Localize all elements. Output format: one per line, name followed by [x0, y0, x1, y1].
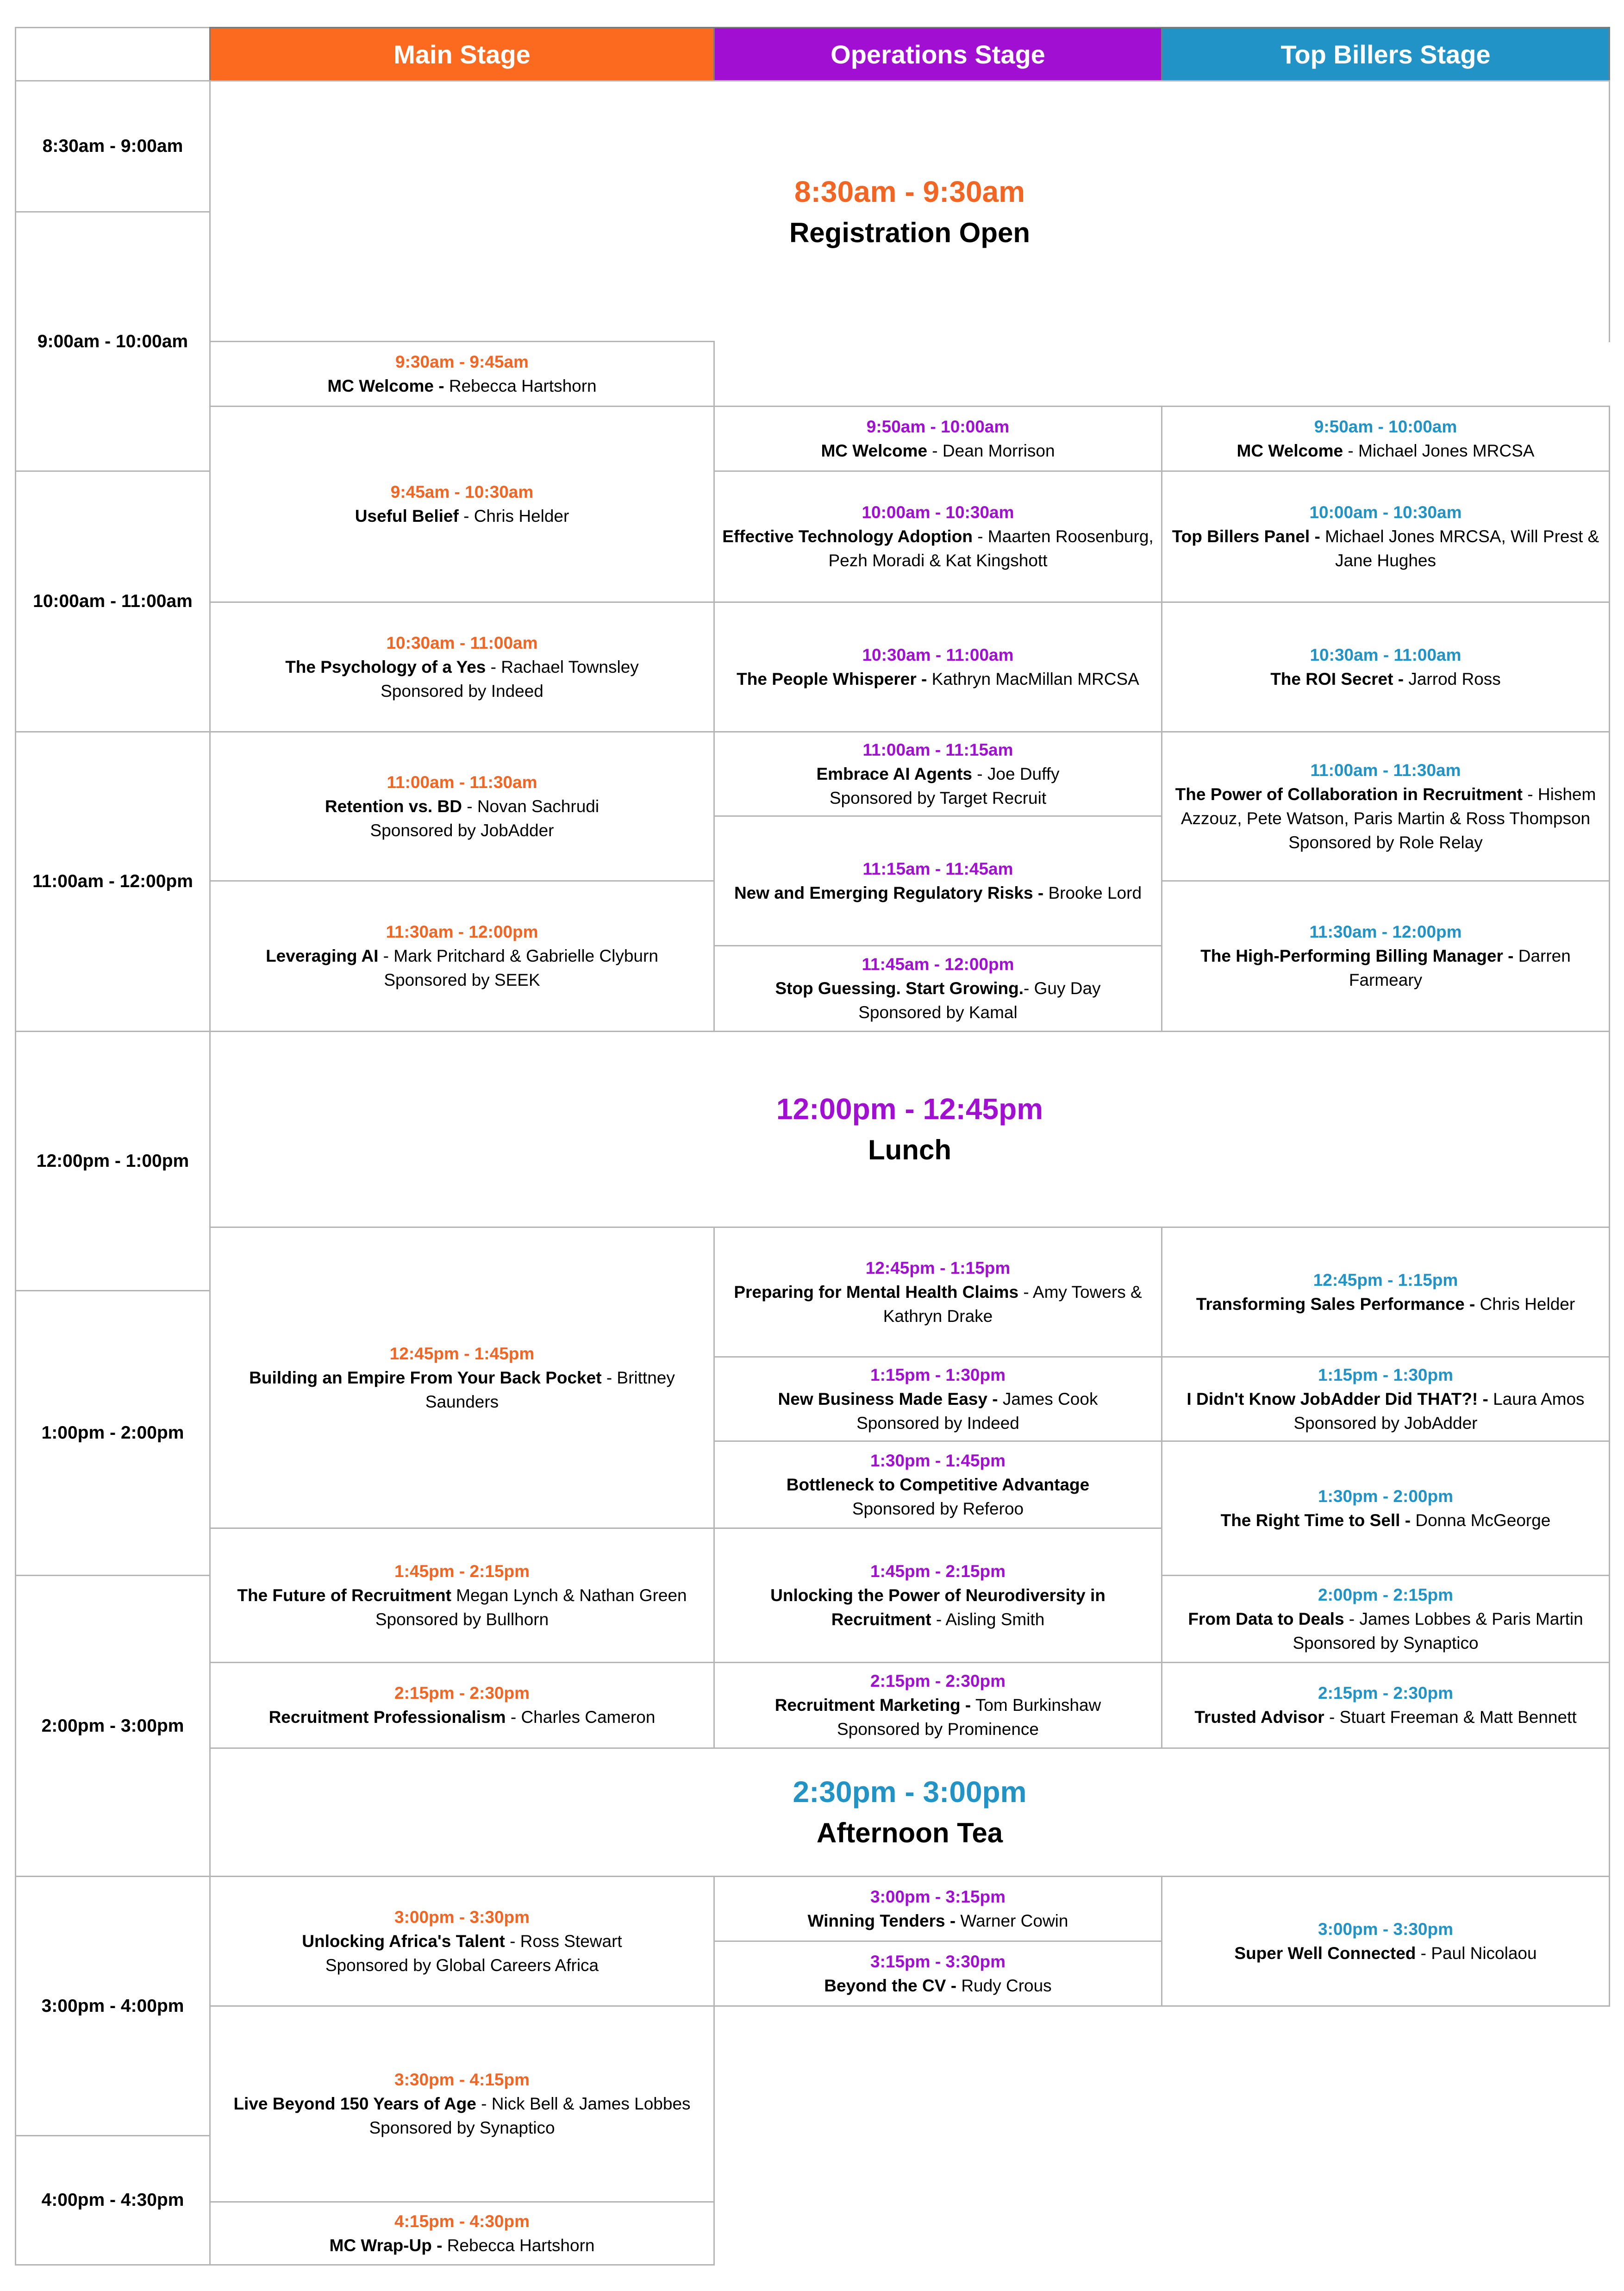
- session-time: 11:30am - 12:00pm: [386, 922, 538, 941]
- session-neurodiversity: [713, 1527, 1162, 1663]
- session-time: 11:00am - 11:30am: [1310, 760, 1461, 780]
- session-power-of-collaboration: [1161, 731, 1610, 882]
- header-operations-stage: Operations Stage: [713, 27, 1162, 81]
- session-speakers: - Mark Pritchard & Gabrielle Clyburn: [378, 946, 658, 965]
- session-title: Useful Belief: [355, 507, 459, 526]
- session-time: 3:30pm - 4:15pm: [394, 2070, 530, 2089]
- session-psychology-of-a-yes: [209, 601, 715, 732]
- session-title: Stop Guessing. Start Growing.: [775, 979, 1024, 998]
- session-title: Leveraging AI: [266, 946, 379, 965]
- session-mental-health-claims: [713, 1227, 1162, 1358]
- session-time: 8:30am - 9:30am: [794, 175, 1025, 208]
- session-time: 2:00pm - 2:15pm: [1318, 1585, 1453, 1604]
- session-jobadder-did-that: [1161, 1356, 1610, 1442]
- session-speakers: Jarrod Ross: [1404, 669, 1501, 689]
- time-slot: 10:00am - 11:00am: [15, 470, 211, 732]
- session-speakers: - Chris Helder: [458, 507, 569, 526]
- session-speakers: Michael Jones MRCSA, Will Prest & Jane Hughes: [1320, 527, 1599, 570]
- session-title: Top Billers Panel -: [1172, 527, 1320, 546]
- session-title: Winning Tenders -: [807, 1911, 956, 1930]
- session-time: 11:00am - 11:15am: [862, 740, 1013, 759]
- session-mc-welcome: [209, 341, 715, 407]
- session-registration: [209, 80, 1610, 342]
- session-lunch: [209, 1031, 1610, 1228]
- time-slot: 11:00am - 12:00pm: [15, 731, 211, 1032]
- session-time: 11:45am - 12:00pm: [862, 955, 1014, 974]
- session-time: 12:45pm - 1:45pm: [389, 1344, 535, 1363]
- session-time: 2:15pm - 2:30pm: [870, 1671, 1006, 1690]
- session-title: MC Welcome: [821, 441, 928, 460]
- session-title: Beyond the CV -: [824, 1976, 957, 1995]
- header-top-billers-stage: Top Billers Stage: [1161, 27, 1610, 81]
- session-sponsor: Sponsored by Prominence: [837, 1720, 1039, 1739]
- session-time: 10:30am - 11:00am: [862, 645, 1014, 664]
- session-sponsor: Sponsored by SEEK: [384, 970, 540, 989]
- session-speakers: Megan Lynch & Nathan Green: [451, 1585, 687, 1605]
- session-time: 10:30am - 11:00am: [386, 633, 538, 652]
- session-title: The Power of Collaboration in Recruitment: [1175, 784, 1523, 804]
- header-corner: [15, 27, 211, 81]
- session-top-billers-panel: [1161, 470, 1610, 603]
- session-title: MC Wrap-Up -: [329, 2235, 443, 2255]
- session-title: MC Welcome -: [327, 376, 444, 395]
- session-time: 10:00am - 10:30am: [1309, 503, 1462, 522]
- session-title: Recruitment Professionalism: [269, 1708, 506, 1727]
- session-time: 1:30pm - 2:00pm: [1318, 1486, 1453, 1506]
- session-title: Building an Empire From Your Back Pocket: [249, 1368, 602, 1387]
- session-recruitment-marketing: [713, 1662, 1162, 1749]
- session-speakers: Chris Helder: [1475, 1294, 1575, 1314]
- session-time: 10:00am - 10:30am: [862, 503, 1014, 522]
- session-winning-tenders: [713, 1876, 1162, 1942]
- session-time: 3:00pm - 3:15pm: [870, 1887, 1006, 1906]
- session-useful-belief: [209, 406, 715, 603]
- session-speakers: - Nick Bell & James Lobbes: [476, 2094, 691, 2113]
- session-title: Transforming Sales Performance -: [1196, 1294, 1475, 1314]
- session-speakers: Warner Cowin: [956, 1911, 1068, 1930]
- session-title: Retention vs. BD: [325, 796, 462, 816]
- session-live-beyond-150: [209, 2005, 715, 2203]
- session-title: Recruitment Marketing -: [775, 1696, 971, 1715]
- session-sponsor: Sponsored by Synaptico: [369, 2118, 555, 2137]
- session-retention-vs-bd: [209, 731, 715, 882]
- session-right-time-to-sell: [1161, 1440, 1610, 1576]
- session-time: 11:00am - 11:30am: [387, 772, 537, 792]
- session-sponsor: Sponsored by JobAdder: [1293, 1413, 1478, 1433]
- session-bottleneck-to-competitive-advantage: [713, 1440, 1162, 1529]
- session-time: 2:15pm - 2:30pm: [394, 1684, 530, 1703]
- session-sponsor: Sponsored by Referoo: [852, 1499, 1024, 1518]
- time-slot: 2:00pm - 3:00pm: [15, 1575, 211, 1877]
- session-speakers: Rudy Crous: [956, 1976, 1052, 1995]
- session-people-whisperer: [713, 601, 1162, 732]
- session-speakers: Tom Burkinshaw: [971, 1696, 1101, 1715]
- session-time: 12:00pm - 12:45pm: [776, 1092, 1043, 1126]
- session-afternoon-tea: [209, 1747, 1610, 1877]
- session-time: 1:45pm - 2:15pm: [394, 1561, 530, 1581]
- session-time: 9:50am - 10:00am: [866, 417, 1010, 436]
- session-title: The Right Time to Sell -: [1220, 1510, 1411, 1530]
- session-sponsor: Sponsored by Target Recruit: [829, 788, 1047, 807]
- time-slot: 9:00am - 10:00am: [15, 211, 211, 472]
- session-speakers: James Cook: [998, 1389, 1098, 1408]
- session-title: MC Welcome: [1237, 441, 1343, 460]
- session-mc-wrap-up: [209, 2201, 715, 2266]
- session-trusted-advisor: [1161, 1662, 1610, 1749]
- session-time: 12:45pm - 1:15pm: [1313, 1270, 1458, 1289]
- session-title: Super Well Connected: [1234, 1943, 1416, 1963]
- session-speakers: - Novan Sachrudi: [462, 796, 600, 816]
- session-building-an-empire: [209, 1227, 715, 1529]
- session-title: Live Beyond 150 Years of Age: [233, 2094, 476, 2113]
- session-time: 2:30pm - 3:00pm: [793, 1775, 1027, 1809]
- session-time: 1:15pm - 1:30pm: [1318, 1365, 1453, 1384]
- session-speakers: Rebecca Hartshorn: [444, 376, 597, 395]
- session-title: Unlocking Africa's Talent: [302, 1931, 505, 1951]
- time-slot: 12:00pm - 1:00pm: [15, 1031, 211, 1291]
- session-sponsor: Sponsored by Synaptico: [1293, 1633, 1479, 1653]
- session-time: 9:50am - 10:00am: [1314, 417, 1457, 436]
- session-time: 12:45pm - 1:15pm: [865, 1258, 1011, 1277]
- session-speakers: - Aisling Smith: [931, 1609, 1045, 1629]
- session-speakers: - Joe Duffy: [972, 764, 1060, 783]
- session-billing-manager: [1161, 880, 1610, 1032]
- session-sponsor: Sponsored by Role Relay: [1288, 833, 1483, 852]
- session-time: 2:15pm - 2:30pm: [1318, 1684, 1453, 1703]
- session-time: 11:15am - 11:45am: [862, 859, 1013, 878]
- session-roi-secret: [1161, 601, 1610, 732]
- session-title: Lunch: [868, 1134, 951, 1165]
- session-transforming-sales-performance: [1161, 1227, 1610, 1358]
- session-data-to-deals: [1161, 1575, 1610, 1663]
- session-speakers: Rebecca Hartshorn: [442, 2235, 595, 2255]
- session-time: 9:30am - 9:45am: [395, 352, 529, 371]
- session-speakers: - Guy Day: [1024, 979, 1101, 998]
- session-title: The Psychology of a Yes: [285, 657, 486, 676]
- session-recruitment-professionalism: [209, 1662, 715, 1749]
- header-main-stage: Main Stage: [209, 27, 715, 81]
- session-speakers: - Paul Nicolaou: [1416, 1943, 1537, 1963]
- session-time: 3:00pm - 3:30pm: [394, 1907, 530, 1927]
- session-title: Embrace AI Agents: [816, 764, 972, 783]
- session-title: Trusted Advisor: [1194, 1708, 1324, 1727]
- session-regulatory-risks: [713, 815, 1162, 946]
- session-time: 10:30am - 11:00am: [1310, 645, 1462, 664]
- session-speakers: - Ross Stewart: [505, 1931, 622, 1951]
- time-slot: 8:30am - 9:00am: [15, 80, 211, 213]
- session-title: Effective Technology Adoption: [722, 527, 973, 546]
- session-title: I Didn't Know JobAdder Did THAT?! -: [1187, 1389, 1488, 1408]
- session-title: Preparing for Mental Health Claims: [734, 1282, 1019, 1302]
- session-title: Registration Open: [789, 217, 1031, 248]
- session-speakers: Donna McGeorge: [1411, 1510, 1551, 1530]
- session-speakers: - Amy Towers & Kathryn Drake: [883, 1282, 1142, 1326]
- session-speakers: Kathryn MacMillan MRCSA: [927, 669, 1139, 689]
- time-slot: 4:00pm - 4:30pm: [15, 2135, 211, 2266]
- session-speakers: Brooke Lord: [1043, 883, 1142, 902]
- session-time: 11:30am - 12:00pm: [1309, 922, 1462, 941]
- session-speakers: - Hishem Azzouz, Pete Watson, Paris Martin & Ross Thompson: [1181, 784, 1596, 828]
- session-effective-technology-adoption: [713, 470, 1162, 603]
- time-slot: 1:00pm - 2:00pm: [15, 1290, 211, 1576]
- session-speakers: - Rachael Townsley: [486, 657, 639, 676]
- session-mc-welcome: [1161, 406, 1610, 472]
- session-speakers: - Brittney Saunders: [425, 1368, 675, 1411]
- session-speakers: Laura Amos: [1488, 1389, 1585, 1408]
- session-speakers: - Michael Jones MRCSA: [1343, 441, 1535, 460]
- session-speakers: - Charles Cameron: [506, 1708, 656, 1727]
- session-speakers: - Stuart Freeman & Matt Bennett: [1324, 1708, 1577, 1727]
- session-super-well-connected: [1161, 1876, 1610, 2007]
- session-sponsor: Sponsored by Indeed: [856, 1413, 1019, 1433]
- session-time: 3:15pm - 3:30pm: [870, 1952, 1006, 1971]
- session-title: New Business Made Easy -: [778, 1389, 998, 1408]
- session-sponsor: Sponsored by Bullhorn: [375, 1609, 549, 1629]
- session-title: New and Emerging Regulatory Risks -: [734, 883, 1044, 902]
- session-time: 3:00pm - 3:30pm: [1318, 1919, 1453, 1939]
- session-title: The High-Performing Billing Manager -: [1200, 946, 1514, 965]
- session-time: 1:15pm - 1:30pm: [870, 1365, 1006, 1384]
- session-title: The People Whisperer -: [737, 669, 927, 689]
- session-mc-welcome: [713, 406, 1162, 472]
- session-beyond-the-cv: [713, 1940, 1162, 2007]
- session-leveraging-ai: [209, 880, 715, 1032]
- session-sponsor: Sponsored by Indeed: [381, 681, 543, 701]
- session-sponsor: Sponsored by Kamal: [858, 1003, 1018, 1022]
- session-speakers: - Maarten Roosenburg, Pezh Moradi & Kat Kingshott: [828, 527, 1154, 570]
- time-slot: 3:00pm - 4:00pm: [15, 1876, 211, 2136]
- session-sponsor: Sponsored by Global Careers Africa: [325, 1955, 599, 1975]
- session-title: From Data to Deals: [1188, 1609, 1344, 1628]
- session-new-business-made-easy: [713, 1356, 1162, 1442]
- session-future-of-recruitment: [209, 1527, 715, 1663]
- session-time: 1:30pm - 1:45pm: [870, 1451, 1006, 1470]
- session-unlocking-africas-talent: [209, 1876, 715, 2007]
- session-title: Afternoon Tea: [816, 1817, 1003, 1848]
- session-speakers: Darren Farmeary: [1349, 946, 1571, 989]
- session-title: Unlocking the Power of Neurodiversity in Recruitment: [770, 1585, 1106, 1629]
- session-title: Bottleneck to Competitive Advantage: [786, 1475, 1090, 1494]
- session-time: 9:45am - 10:30am: [390, 482, 534, 501]
- session-time: 1:45pm - 2:15pm: [870, 1561, 1006, 1581]
- session-stop-guessing: [713, 945, 1162, 1032]
- session-time: 4:15pm - 4:30pm: [394, 2211, 530, 2231]
- session-speakers: - Dean Morrison: [927, 441, 1055, 460]
- session-title: The ROI Secret -: [1270, 669, 1404, 689]
- session-sponsor: Sponsored by JobAdder: [370, 820, 554, 840]
- session-title: The Future of Recruitment: [237, 1585, 451, 1605]
- session-speakers: - James Lobbes & Paris Martin: [1344, 1609, 1583, 1628]
- session-embrace-ai-agents: [713, 731, 1162, 817]
